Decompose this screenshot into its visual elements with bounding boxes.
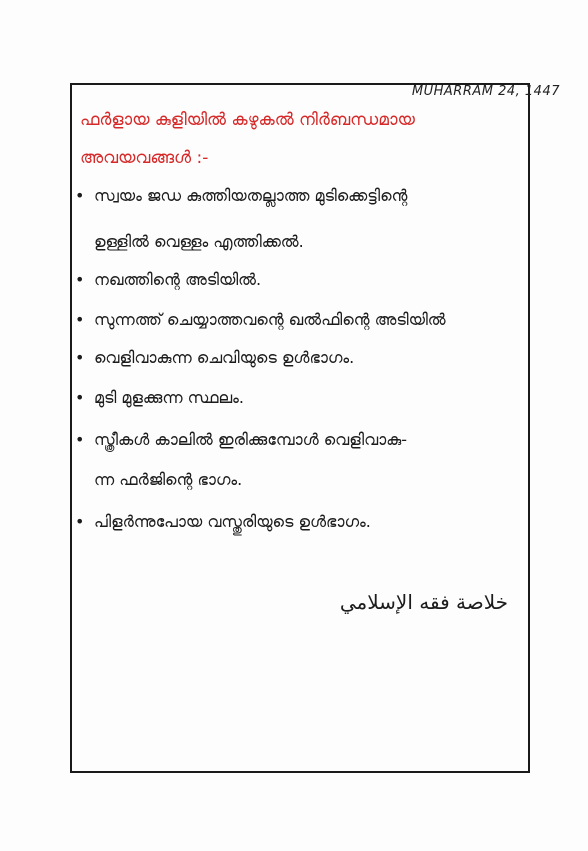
heading-line-2: അവയവങ്ങൾ :-	[80, 148, 209, 168]
item-6-line-2: ന്ന ഫർജിന്റെ ഭാഗം.	[94, 470, 243, 489]
bullet-5: •	[75, 388, 85, 407]
bullet-3: •	[75, 310, 85, 329]
bullet-7: •	[75, 512, 85, 531]
item-1-line-2: ഉള്ളിൽ വെള്ളം എത്തിക്കൽ.	[94, 232, 304, 251]
item-4-line-1: വെളിവാകുന്ന ചെവിയുടെ ഉൾഭാഗം.	[94, 348, 355, 367]
item-1-line-1: സ്വയം ജഡ കുത്തിയതല്ലാത്ത മുടിക്കെട്ടിന്റെ	[94, 186, 408, 205]
item-2-line-1: നഖത്തിന്റെ അടിയിൽ.	[94, 270, 262, 289]
item-6-line-1: സ്ത്രീകൾ കാലിൽ ഇരിക്കുമ്പോൾ വെളിവാകു-	[94, 430, 408, 449]
bullet-4: •	[75, 348, 85, 367]
item-3-line-1: സുന്നത്ത് ചെയ്യാത്തവന്റെ ഖൽഫിന്റെ അടിയിൽ	[94, 310, 446, 329]
bullet-2: •	[75, 270, 85, 289]
source-reference: خلاصة فقه الإسلامي	[339, 590, 508, 614]
item-7-line-1: പിളർന്നുപോയ വസ്തുരിയുടെ ഉൾഭാഗം.	[94, 512, 371, 531]
item-5-line-1: മുടി മുളക്കുന്ന സ്ഥലം.	[94, 388, 244, 407]
bullet-6: •	[75, 430, 85, 449]
heading-line-1: ഫർളായ കുളിയിൽ കഴുകൽ നിർബന്ധമായ	[80, 110, 415, 130]
bullet-1: •	[75, 186, 85, 205]
date-label: MUHARRAM 24, 1447	[411, 84, 560, 99]
